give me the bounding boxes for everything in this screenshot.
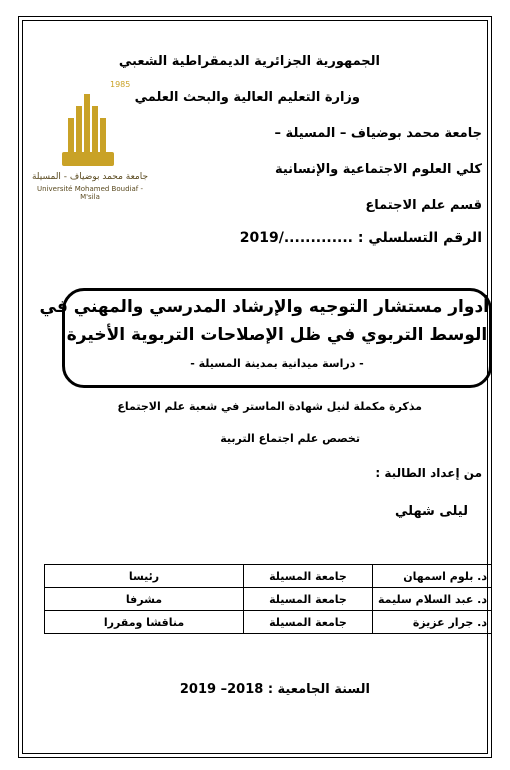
jury-role: مناقشا ومقررا xyxy=(45,611,244,634)
memo-line: مذكرة مكملة لنيل شهادة الماستر في شعبة علم الاجتماع xyxy=(117,400,422,413)
logo-arabic-name: جامعة محمد بوضياف - المسيلة xyxy=(31,172,149,182)
logo-year: 1985 xyxy=(110,80,131,89)
jury-name: د. عبد السلام سليمة xyxy=(373,588,492,611)
logo-base-icon xyxy=(62,152,114,166)
jury-university: جامعة المسيلة xyxy=(244,565,373,588)
thesis-subtitle: - دراسة ميدانية بمدينة المسيلة - xyxy=(190,357,364,370)
table-row xyxy=(45,588,492,611)
university-line: جامعة محمد بوضياف – المسيلة – xyxy=(274,126,482,141)
logo-french-name: Université Mohamed Boudiaf - M'sila xyxy=(37,185,143,201)
faculty-line: كلي العلوم الاجتماعية والإنسانية xyxy=(274,162,482,177)
jury-name: د. جرار عزيزة xyxy=(373,611,492,634)
jury-university: جامعة المسيلة xyxy=(244,611,373,634)
jury-role: مشرفا xyxy=(45,588,244,611)
jury-table xyxy=(44,564,492,634)
jury-name: د. بلوم اسمهان xyxy=(373,565,492,588)
prepared-by-label: من إعداد الطالبة : xyxy=(375,466,482,480)
student-name: ليلى شهلي xyxy=(395,504,468,519)
university-logo xyxy=(30,80,150,210)
republic-line: الجمهورية الجزائرية الديمقراطية الشعبي xyxy=(118,54,380,69)
specialty-line: تخصص علم اجتماع التربية xyxy=(220,432,360,445)
jury-role: رئيسا xyxy=(45,565,244,588)
serial-number: الرقم التسلسلي : ............./2019 xyxy=(239,230,482,246)
thesis-title-line1: أدوار مستشار التوجيه والإرشاد المدرسي والمهني في xyxy=(39,297,489,317)
thesis-title-line2: الوسط التربوي في ظل الإصلاحات التربوية الأخيرة xyxy=(66,325,488,345)
thesis-title-box xyxy=(39,288,492,388)
table-row xyxy=(45,611,492,634)
department-line: قسم علم الاجتماع xyxy=(365,198,482,213)
logo-pillars-icon xyxy=(68,92,108,152)
ministry-line: وزارة التعليم العالية والبحث العلمي xyxy=(134,90,360,105)
academic-year: السنة الجامعية : 2018– 2019 xyxy=(179,682,370,697)
table-row xyxy=(45,565,492,588)
jury-university: جامعة المسيلة xyxy=(244,588,373,611)
